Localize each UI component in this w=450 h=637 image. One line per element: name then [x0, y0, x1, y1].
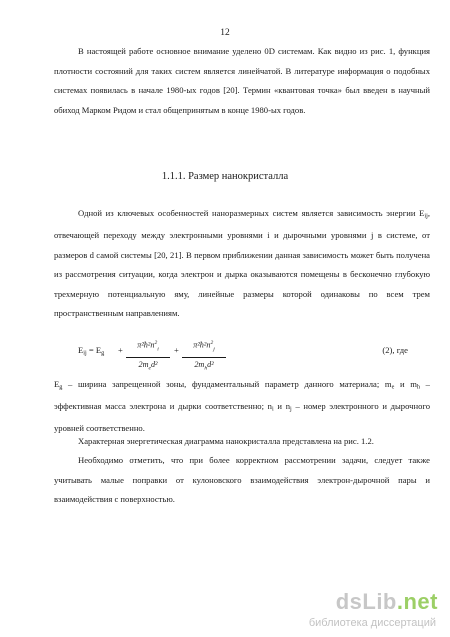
- formula-text: 2m: [194, 360, 205, 370]
- subscript: h: [416, 383, 421, 391]
- text-run: и n: [273, 401, 291, 412]
- fraction-numerator: [126, 337, 170, 358]
- subscript: j: [290, 405, 292, 413]
- logo-main: dsLib: [335, 589, 397, 614]
- paragraph-intro: В настоящей работе основное внимание уделено 0D системам. Как видно из рис. 1, функция плотности состояний для таких систем является линейчатой. В литературе информация о подобных системах появилась в начале 1980-ых годов [20]. Термин «квантовая точка» был введен в научный обиход Марком Ридом и стал общепринятым в конце 1980-ых годов.: [54, 46, 430, 115]
- formula-text: d²: [207, 360, 214, 370]
- fraction-electron: [126, 337, 170, 376]
- paragraph-size-dependence: [54, 204, 430, 324]
- formula-text: π²ħ²n: [193, 340, 211, 350]
- text-run: – ширина запрещенной зоны, фундаментальный параметр данного материала; m: [62, 379, 392, 389]
- text-run: – номер электронного и дырочного уровней соответственно.: [54, 401, 430, 434]
- subscript: ij: [83, 349, 87, 357]
- watermark-logo: [336, 589, 438, 615]
- paragraph-corrections: Необходимо отметить, что при более корректном рассмотрении задачи, следует также учитывать малые поправки от кулоновского взаимодействия электрон-дырочной пары и взаимодействия с поверхностью.: [54, 455, 430, 505]
- section-heading: 1.1.1. Размер нанокристалла: [161, 171, 289, 182]
- text-run: , отвечающей переходу между электронными уровнями i и дырочными уровнями j в системе, от размеров d самой системы [20, 21]. В первом приближении данная зависимость может быть получена из рассмотрения ситуации, когда электрон и дырка оказываются помещены в бесконечно глубокую трехмерную потенциальную яму, линейные размеры которой одинаковы по всем трем пространственным направлениям.: [54, 208, 430, 319]
- page-number: 12: [220, 28, 230, 38]
- superscript: 2: [154, 340, 158, 346]
- paragraph-diagram-reference: Характерная энергетическая диаграмма нанокристалла представлена на рис. 1.2.: [78, 436, 374, 446]
- logo-tld: .net: [396, 589, 438, 614]
- formula-plus: +: [174, 345, 179, 355]
- formula-plus: +: [118, 345, 123, 355]
- subscript: g: [101, 349, 105, 357]
- formula-text: π²ħ²n: [137, 340, 155, 350]
- formula-lhs: [78, 345, 104, 357]
- text-run: Одной из ключевых особенностей наноразмерных систем является зависимость энергии E: [78, 208, 425, 218]
- subscript: i: [157, 346, 159, 353]
- subscript: g: [59, 383, 63, 391]
- equation-number: (2), где: [382, 345, 408, 355]
- subscript: h: [204, 366, 208, 373]
- text-run: E: [54, 379, 60, 389]
- subscript: e: [148, 366, 151, 373]
- watermark-tagline: библиотека диссертаций: [308, 617, 436, 629]
- text-run: – эффективная масса электрона и дырки соответственно; n: [54, 379, 430, 412]
- paragraph-definitions: [54, 375, 430, 439]
- fraction-denominator: [182, 358, 226, 376]
- subscript: i: [271, 405, 274, 413]
- subscript: ij: [424, 212, 428, 220]
- superscript: 2: [210, 340, 214, 346]
- fraction-hole: [182, 337, 226, 376]
- formula-2: [78, 337, 408, 377]
- formula-text: 2m: [138, 360, 149, 370]
- formula-text: d²: [150, 360, 158, 370]
- subscript: e: [391, 383, 395, 391]
- text-run: и m: [394, 379, 417, 389]
- fraction-numerator: [182, 337, 226, 358]
- subscript: j: [213, 346, 215, 353]
- formula-equals: = E: [86, 345, 102, 355]
- formula-symbol: E: [78, 345, 84, 355]
- fraction-denominator: [126, 358, 170, 376]
